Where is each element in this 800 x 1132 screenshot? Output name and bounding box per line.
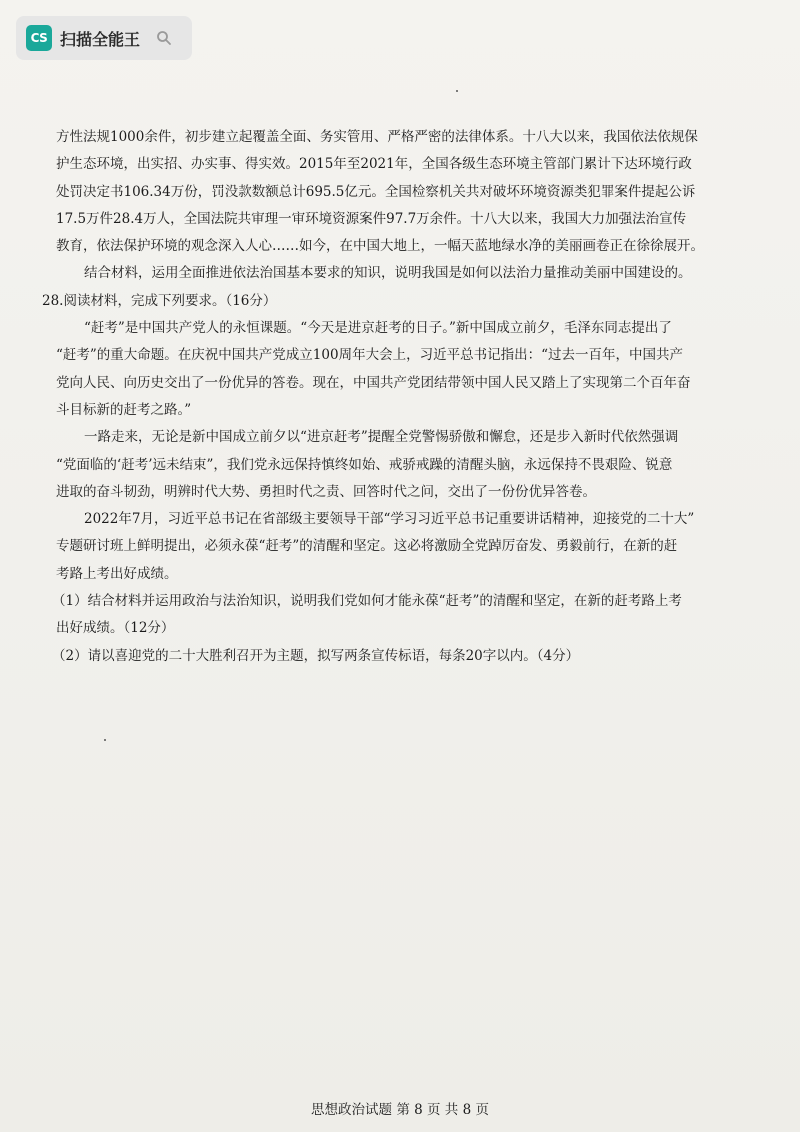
camscanner-logo: CS <box>26 25 52 51</box>
body-line: 方性法规1000余件，初步建立起覆盖全面、务实管用、严格严密的法律体系。十八大以来，我国依法依规保 <box>56 129 698 145</box>
page-footer: 思想政治试题 第 8 页 共 8 页 <box>311 1102 489 1118</box>
body-line: 进取的奋斗韧劲，明辨时代大势、勇担时代之责、回答时代之问，交出了一份份优异答卷。 <box>56 483 596 500</box>
body-line: 护生态环境，出实招、办实事、得实效。2015年至2021年，全国各级生态环境主管部门累计下达环境行政 <box>56 156 692 173</box>
body-line: 2022年7月，习近平总书记在省部级主要领导干部“学习习近平总书记重要讲话精神，迎接党的二十大” <box>84 511 695 528</box>
question-27-prompt: 结合材料，运用全面推进依法治国基本要求的知识，说明我国是如何以法治力量推动美丽中国建设的。 <box>84 265 692 282</box>
document-body <box>42 124 746 670</box>
scan-speck <box>104 739 106 741</box>
body-line: “赶考”的重大命题。在庆祝中国共产党成立100周年大会上，习近平总书记指出：“过去一百年，中国共产 <box>56 347 683 364</box>
body-line: 17.5万件28.4万人，全国法院共审理一审环境资源案件97.7万余件。十八大以来，我国大力加强法治宣传 <box>56 210 687 227</box>
body-line: 一路走来，无论是新中国成立前夕以“进京赶考”提醒全党警惕骄傲和懈怠，还是步入新时代依然强调 <box>84 429 679 446</box>
body-line: “赶考”是中国共产党人的永恒课题。“今天是进京赶考的日子。”新中国成立前夕，毛泽东同志提出了 <box>84 320 672 337</box>
sub-question-1: （1）结合材料并运用政治与法治知识，说明我们党如何才能永葆“赶考”的清醒和坚定，在新的赶考路上考 <box>52 593 682 610</box>
camscanner-watermark <box>16 16 192 60</box>
body-line: 考路上考出好成绩。 <box>56 565 178 582</box>
body-line: “党面临的‘赶考’远未结束”，我们党永远保持慎终如始、戒骄戒躁的清醒头脑，永远保持不畏艰险、锐意 <box>56 456 673 473</box>
camscanner-app-name: 扫描全能王 <box>60 29 141 49</box>
body-line: 专题研讨班上鲜明提出，必须永葆“赶考”的清醒和坚定。这必将激励全党踔厉奋发、勇毅前行，在新的赶 <box>56 538 678 555</box>
scan-speck <box>456 90 458 92</box>
sub-question-2: （2）请以喜迎党的二十大胜利召开为主题，拟写两条宣传标语，每条20字以内。（4分） <box>52 647 580 664</box>
search-icon <box>156 30 172 46</box>
body-line: 斗目标新的赶考之路。” <box>56 401 192 418</box>
body-line: 教育，依法保护环境的观念深入人心……如今，在中国大地上，一幅天蓝地绿水净的美丽画卷正在徐徐展开。 <box>56 238 704 255</box>
body-line: 党向人民、向历史交出了一份优异的答卷。现在，中国共产党团结带领中国人民又踏上了实现第二个百年奋 <box>56 374 691 391</box>
body-line: 处罚决定书106.34万份，罚没款数额总计695.5亿元。全国检察机关共对破坏环境资源类犯罪案件提起公诉 <box>56 183 696 200</box>
sub-question-1-continued: 出好成绩。（12分） <box>56 620 175 637</box>
question-28-heading: 28.阅读材料，完成下列要求。（16分） <box>42 292 277 309</box>
